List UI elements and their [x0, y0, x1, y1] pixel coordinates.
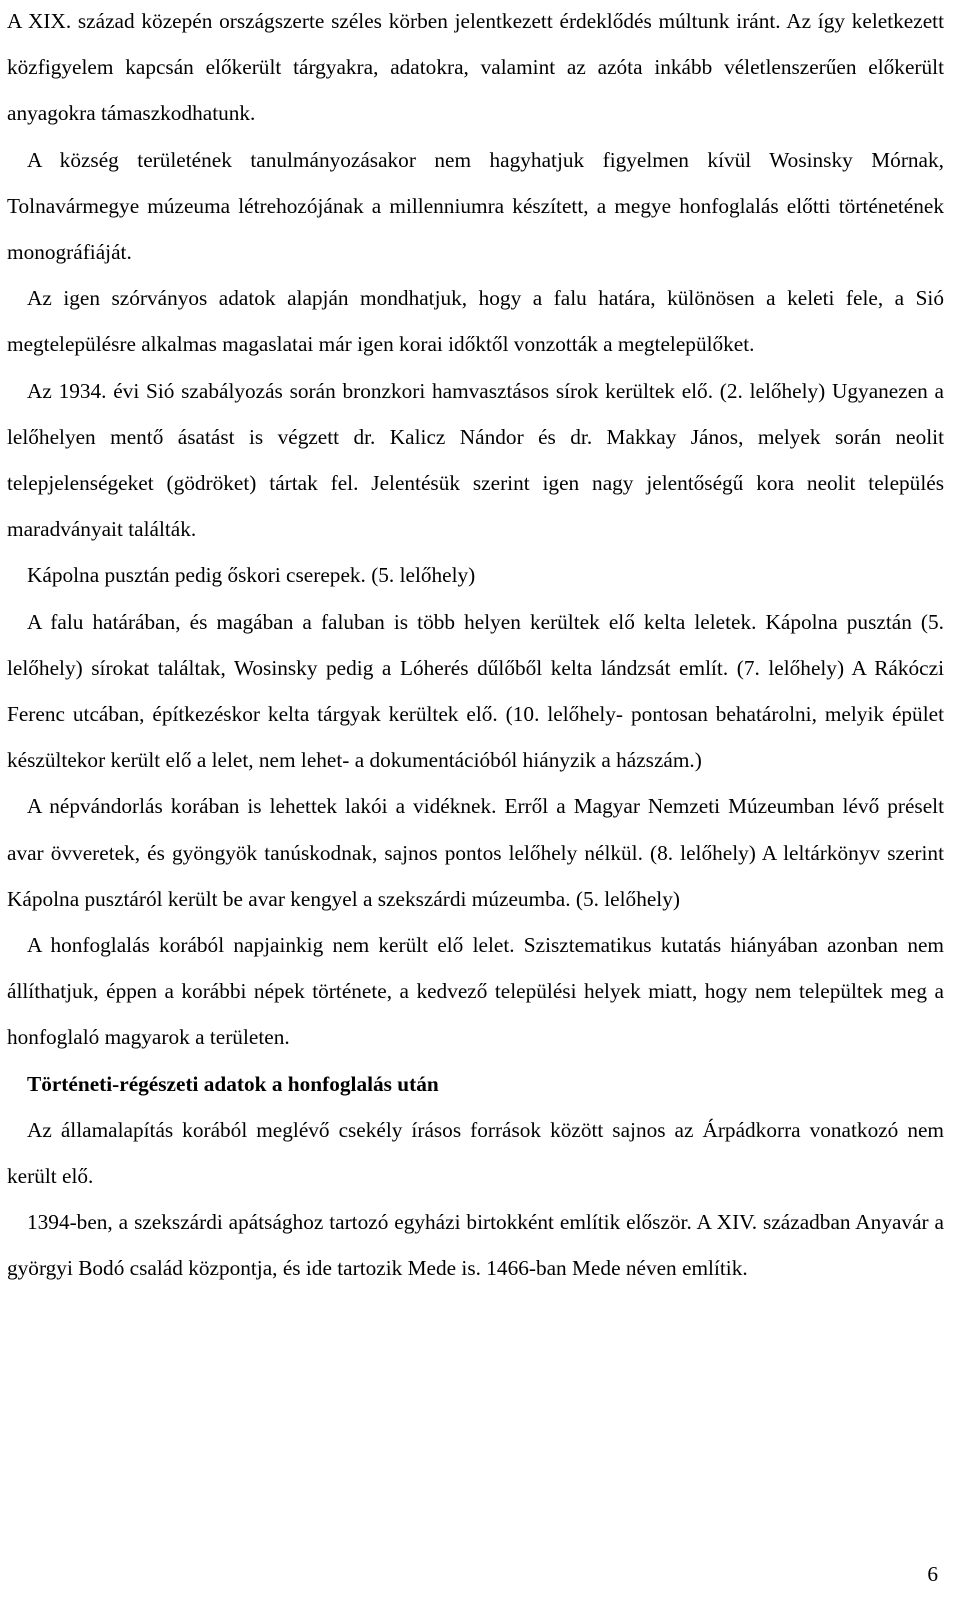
paragraph-migration: A népvándorlás korában is lehettek lakói a vidéknek. Erről a Magyar Nemzeti Múzeumban lévő préselt avar övveretek, és gyöngyök tanúskodnak, sajnos pontos lelőhely nélkül. (8. lelőhely) A leltárkönyv szerint Kápolna pusztáról került be avar kengyel a szekszárdi múzeumba. (5. lelőhely): [7, 794, 944, 911]
paragraph-settlement: Az igen szórványos adatok alapján mondhatjuk, hogy a falu határa, különösen a keleti fele, a Sió megtelepülésre alkalmas magaslatai már igen korai időktől vonzották a megtelepülőket.: [7, 286, 944, 357]
paragraph-1394: 1394-ben, a szekszárdi apátsághoz tartozó egyházi birtokként említik először. A XIV. században Anyavár a györgyi Bodó család központja, és ide tartozik Mede is. 1466-ban Mede néven említik.: [7, 1210, 944, 1281]
paragraph-conquest: A honfoglalás korából napjainkig nem került elő lelet. Szisztematikus kutatás hiányában azonban nem állíthatjuk, éppen a korábbi népek története, a kedvező települési helyek miatt, hogy nem települtek meg a honfoglaló magyarok a területen.: [7, 933, 944, 1050]
paragraph-celtic: A falu határában, és magában a faluban is több helyen kerültek elő kelta leletek. Kápolna pusztán (5. lelőhely) sírokat találtak, Wosinsky pedig a Lóherés dűlőből kelta lándzsát említ. (7. lelőhely) A Rákóczi Ferenc utcában, építkezéskor kelta tárgyak kerültek elő. (10. lelőhely- pontosan behatárolni, melyik épület készültekor került elő a lelet, nem lehet- a dokumentációból hiányzik a házszám.): [7, 609, 944, 773]
page-number: 6: [927, 1562, 938, 1586]
paragraph-state-founding: Az államalapítás korából meglévő csekély írásos források között sajnos az Árpádkorra vonatkozó nem került elő.: [7, 1117, 944, 1189]
paragraph-wosinsky: A község területének tanulmányozásakor nem hagyhatjuk figyelmen kívül Wosinsky Mórnak, Tolnavármegye múzeuma létrehozójának a millenniumra készített, a megye honfoglalás előtti történetének monográfiáját.: [7, 147, 944, 265]
section-heading: Történeti-régészeti adatok a honfoglalás után: [27, 1071, 439, 1096]
paragraph-bronze-age: Az 1934. évi Sió szabályozás során bronzkori hamvasztásos sírok kerültek elő. (2. lelőhely) Ugyanezen a lelőhelyen mentő ásatást is végzett dr. Kalicz Nándor és dr. Makkay János, melyek során neolit telepjelenségeket (gödröket) tártak fel. Jelentésük szerint igen nagy jelentőségű kora neolit település maradványait találták.: [7, 378, 944, 542]
paragraph-intro: A XIX. század közepén országszerte széles körben jelentkezett érdeklődés múltunk iránt. Az így keletkezett közfigyelem kapcsán előkerült tárgyakra, adatokra, valamint az azóta inkább véletlenszerűen előkerült anyagokra támaszkodhatunk.: [7, 9, 944, 126]
document-page: [7, 0, 944, 1292]
paragraph-kapolna: Kápolna pusztán pedig őskori cserepek. (5. lelőhely): [27, 563, 476, 588]
